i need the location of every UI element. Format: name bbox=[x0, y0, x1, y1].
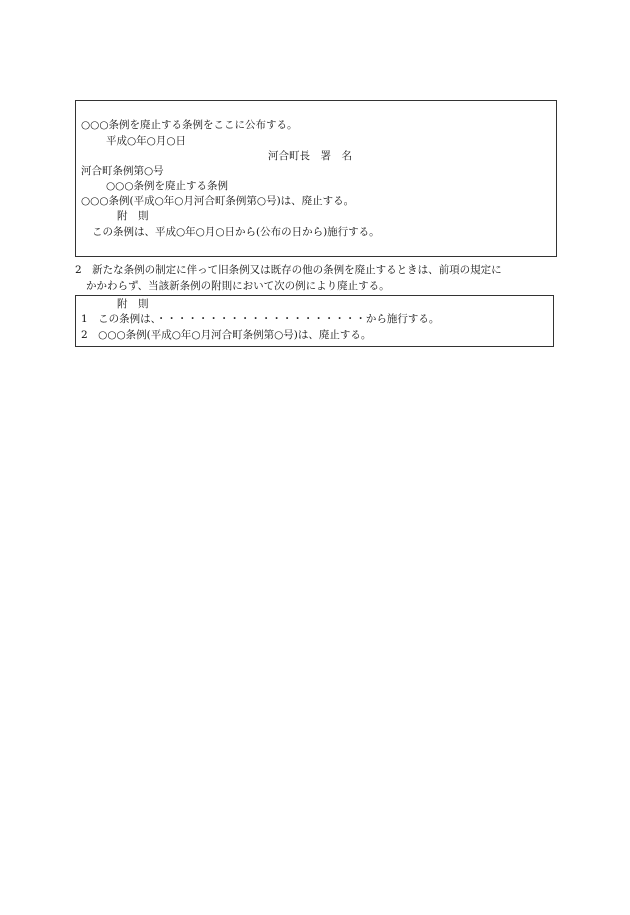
supplementary-item-1: 1 この条例は、・・・・・・・・・・・・・・・・・・・・から施行する。 bbox=[81, 313, 440, 325]
paragraph-2-line-1: 2 新たな条例の制定に伴って旧条例又は既存の他の条例を廃止するときは、前項の規定に bbox=[75, 264, 502, 276]
promulgation-line: ○○○条例を廃止する条例をここに公布する。 bbox=[81, 119, 298, 131]
ordinance-number: 河合町条例第○号 bbox=[81, 165, 164, 177]
paragraph-2-line-2: かかわらず、当該新条例の附則において次の例により廃止する。 bbox=[86, 280, 390, 292]
supplementary-item-2: 2 ○○○条例(平成○年○月河合町条例第○号)は、廃止する。 bbox=[81, 329, 372, 341]
effective-date-text: この条例は、平成○年○月○日から(公布の日から)施行する。 bbox=[92, 226, 380, 238]
signer-line: 河合町長 署 名 bbox=[268, 150, 352, 162]
supplementary-heading: 附 則 bbox=[117, 210, 149, 222]
repeal-text: ○○○条例(平成○年○月河合町条例第○号)は、廃止する。 bbox=[81, 195, 355, 207]
supplementary-heading-2: 附 則 bbox=[117, 298, 149, 310]
promulgation-date: 平成○年○月○日 bbox=[106, 135, 186, 147]
ordinance-title: ○○○条例を廃止する条例 bbox=[106, 180, 228, 192]
